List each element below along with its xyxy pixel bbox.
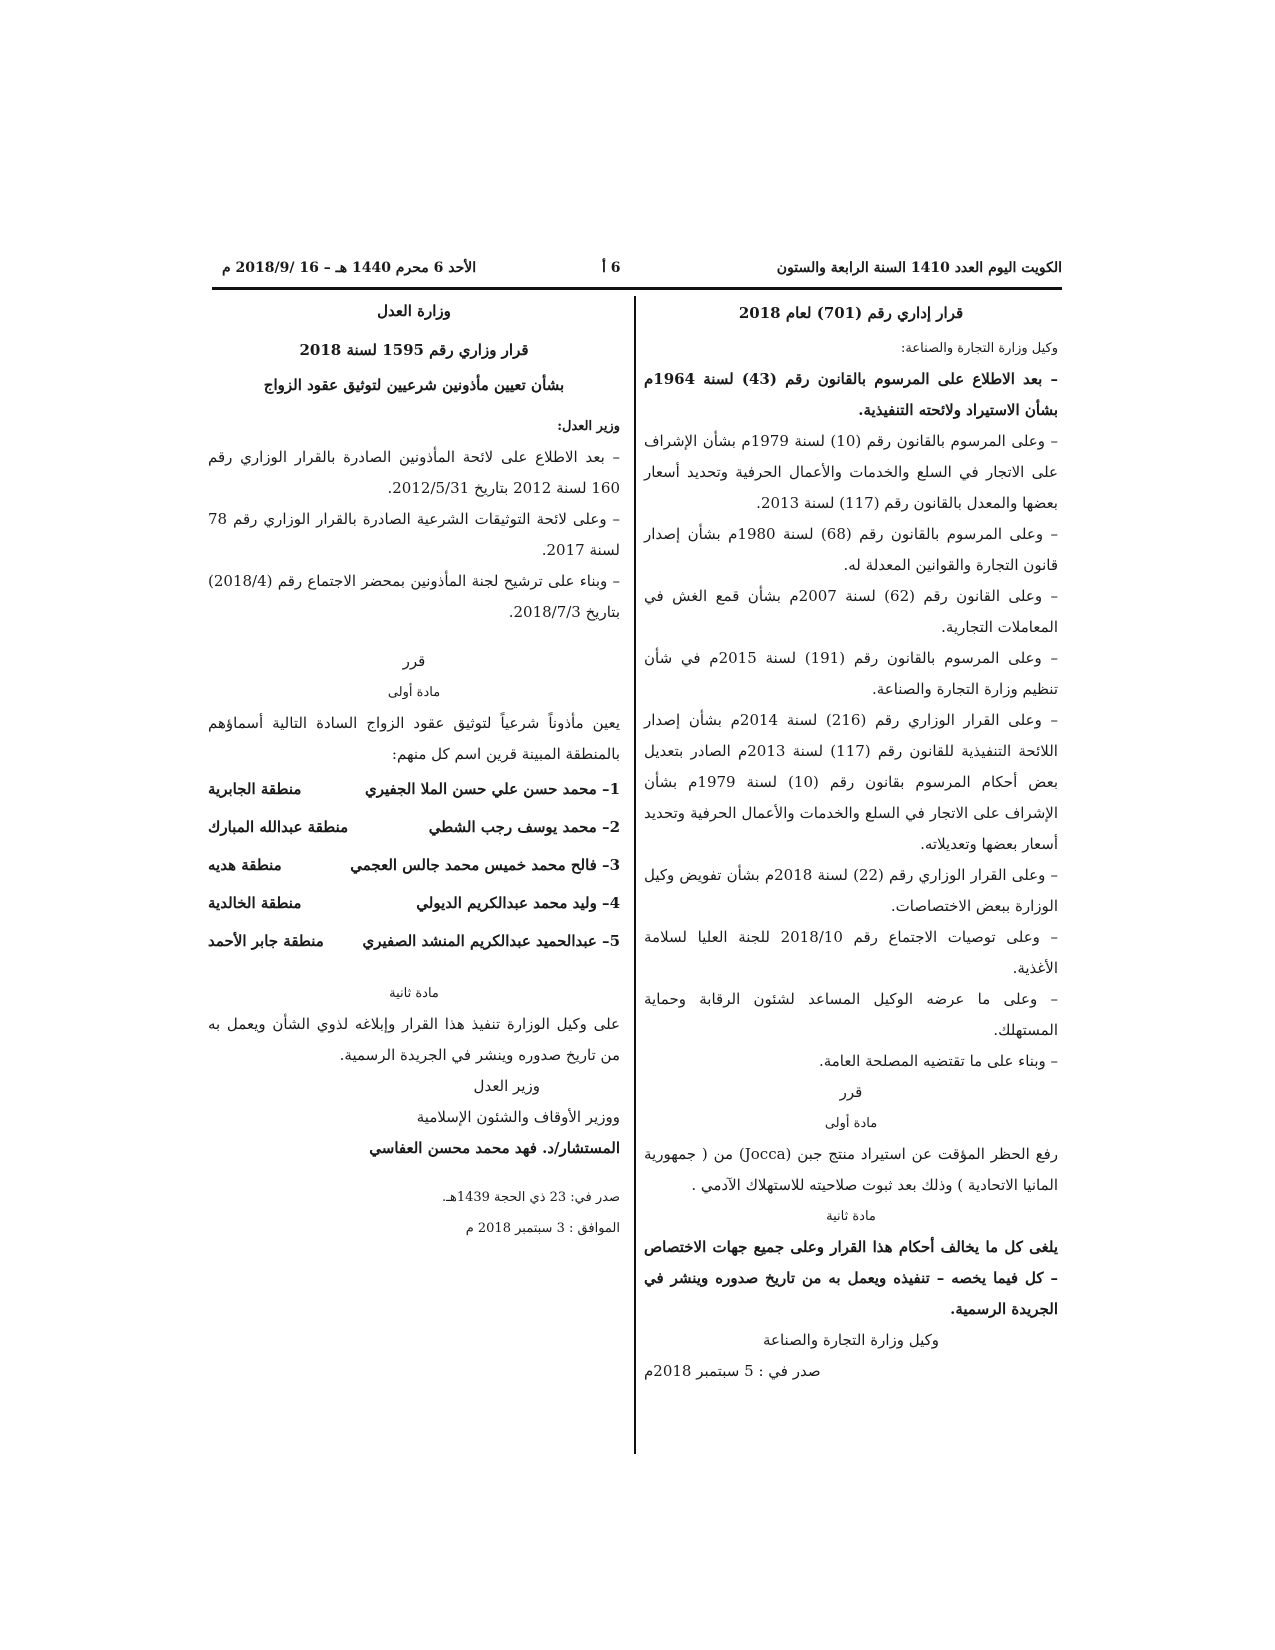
- appointee-row: [208, 922, 620, 960]
- appointee-name: 1– محمد حسن علي حسن الملا الجفيري: [364, 780, 620, 798]
- header-date: الأحد 6 محرم 1440 هـ – 16 /2018/9 م: [222, 260, 477, 276]
- commerce-clause: – بعد الاطلاع على المرسوم بالقانون رقم (43) لسنة 1964م بشأن الاستيراد ولائحته التنفيذية.: [644, 370, 1058, 419]
- justice-issued-gregorian: الموافق : 3 سبتمبر 2018 م: [465, 1221, 620, 1236]
- commerce-decided: قرر: [839, 1083, 863, 1101]
- header-issue-info: الكويت اليوم العدد 1410 السنة الرابعة والستون: [776, 260, 1062, 276]
- justice-decision-subject: بشأن تعيين مأذونين شرعيين لتوثيق عقود الزواج: [263, 376, 565, 394]
- justice-clause: – وبناء على ترشيح لجنة المأذونين بمحضر الاجتماع رقم (2018/4) بتاريخ 2018/7/3.: [208, 572, 620, 621]
- commerce-article1-title: مادة أولى: [824, 1116, 878, 1131]
- header-rule: [212, 287, 1062, 290]
- commerce-clause: – وعلى المرسوم بالقانون رقم (68) لسنة 1980م بشأن إصدار قانون التجارة والقوانين المعدلة له.: [644, 525, 1058, 574]
- appointee-region: منطقة عبدالله المبارك: [208, 818, 349, 836]
- commerce-clause: – وبناء على ما تقتضيه المصلحة العامة.: [818, 1052, 1058, 1070]
- commerce-article2-title: مادة ثانية: [826, 1209, 876, 1224]
- commerce-clause: – وعلى المرسوم بالقانون رقم (191) لسنة 2015م في شأن تنظيم وزارة التجارة والصناعة.: [644, 649, 1058, 698]
- appointee-region: منطقة هديه: [208, 856, 282, 874]
- justice-clause: – وعلى لائحة التوثيقات الشرعية الصادرة بالقرار الوزاري رقم 78 لسنة 2017.: [208, 510, 620, 559]
- appointee-region: منطقة جابر الأحمد: [208, 932, 324, 950]
- commerce-issued-date: صدر في : 5 سبتمبر 2018م: [644, 1362, 821, 1380]
- justice-signature-name: المستشار/د. فهد محمد محسن العفاسي: [369, 1139, 620, 1157]
- justice-article2-text: على وكيل الوزارة تنفيذ هذا القرار وإبلاغه لذوي الشأن ويعمل به من تاريخ صدوره وينشر في الجريدة الرسمية.: [208, 1015, 620, 1064]
- commerce-clause: – وعلى المرسوم بالقانون رقم (10) لسنة 1979م بشأن الإشراف على الاتجار في السلع والخدمات والأعمال الحرفية وتحديد أسعار بعضها والمعدل بالقانون رقم (117) لسنة 2013.: [644, 432, 1058, 512]
- appointee-name: 3– فالح محمد خميس محمد جالس العجمي: [350, 856, 620, 874]
- justice-article2-title: مادة ثانية: [389, 986, 439, 1001]
- justice-signature-title2: ووزير الأوقاف والشئون الإسلامية: [416, 1108, 620, 1126]
- column-divider: [634, 296, 636, 1454]
- appointee-row: [208, 808, 620, 846]
- header-page-number: 6 أ: [602, 260, 621, 276]
- appointee-row: [208, 884, 620, 922]
- commerce-clause: – وعلى القانون رقم (62) لسنة 2007م بشأن قمع الغش في المعاملات التجارية.: [644, 587, 1058, 636]
- page-header: [212, 258, 1062, 286]
- justice-clause: – بعد الاطلاع على لائحة المأذونين الصادرة بالقرار الوزاري رقم 160 لسنة 2012 بتاريخ 2012/5/31.: [208, 448, 620, 497]
- justice-signature-title: وزير العدل: [473, 1077, 540, 1095]
- appointee-row: [208, 846, 620, 884]
- justice-issued-hijri: صدر في: 23 ذي الحجة 1439هـ.: [442, 1190, 620, 1205]
- commerce-article2-text: يلغى كل ما يخالف أحكام هذا القرار وعلى جميع جهات الاختصاص – كل فيما يخصه – تنفيذه ويعمل به من تاريخ صدوره وينشر في الجريدة الرسمية.: [644, 1238, 1058, 1318]
- appointee-region: منطقة الجابرية: [208, 780, 302, 798]
- commerce-clause: – وعلى توصيات الاجتماع رقم 2018/10 للجنة العليا لسلامة الأغذية.: [644, 928, 1058, 977]
- commerce-clause: – وعلى ما عرضه الوكيل المساعد لشئون الرقابة وحماية المستهلك.: [644, 990, 1058, 1039]
- appointee-region: منطقة الخالدية: [208, 894, 302, 912]
- commerce-clause: – وعلى القرار الوزاري رقم (22) لسنة 2018م بشأن تفويض وكيل الوزارة ببعض الاختصاصات.: [644, 866, 1058, 915]
- appointee-name: 2– محمد يوسف رجب الشطي: [428, 818, 620, 836]
- ministry-name: وزارة العدل: [377, 302, 451, 320]
- commerce-issuer: وكيل وزارة التجارة والصناعة:: [901, 341, 1058, 356]
- appointee-name: 4– وليد محمد عبدالكريم الديولي: [416, 894, 620, 912]
- justice-issuer: وزير العدل:: [557, 419, 620, 434]
- commerce-decision-column: [644, 296, 1058, 1387]
- justice-decision-title: قرار وزاري رقم 1595 لسنة 2018: [299, 341, 529, 359]
- justice-article1-text: يعين مأذوناً شرعياً لتوثيق عقود الزواج السادة التالية أسماؤهم بالمنطقة المبينة قرين اسم كل منهم:: [208, 714, 620, 763]
- appointee-name: 5– عبدالحميد عبدالكريم المنشد الصفيري: [362, 932, 620, 950]
- justice-decision-column: [208, 296, 620, 1244]
- commerce-clause: – وعلى القرار الوزاري رقم (216) لسنة 2014م بشأن إصدار اللائحة التنفيذية للقانون رقم (117) لسنة 2013م الصادر بتعديل بعض أحكام المرسوم بقانون رقم (10) لسنة 1979م بشأن الإشراف على الاتجار في السلع والخدمات والأعمال الحرفية وتحديد أسعار بعضها وتعديلاته.: [644, 711, 1058, 853]
- justice-decided: قرر: [402, 652, 426, 670]
- commerce-decision-title: قرار إداري رقم (701) لعام 2018: [738, 304, 964, 322]
- appointee-row: [208, 770, 620, 808]
- commerce-signature: وكيل وزارة التجارة والصناعة: [762, 1331, 940, 1349]
- justice-article1-title: مادة أولى: [387, 685, 441, 700]
- commerce-article1-text: رفع الحظر المؤقت عن استيراد منتج جبن (Jocca) من ( جمهورية المانيا الاتحادية ) وذلك بعد ثبوت صلاحيته للاستهلاك الآدمي .: [644, 1145, 1058, 1194]
